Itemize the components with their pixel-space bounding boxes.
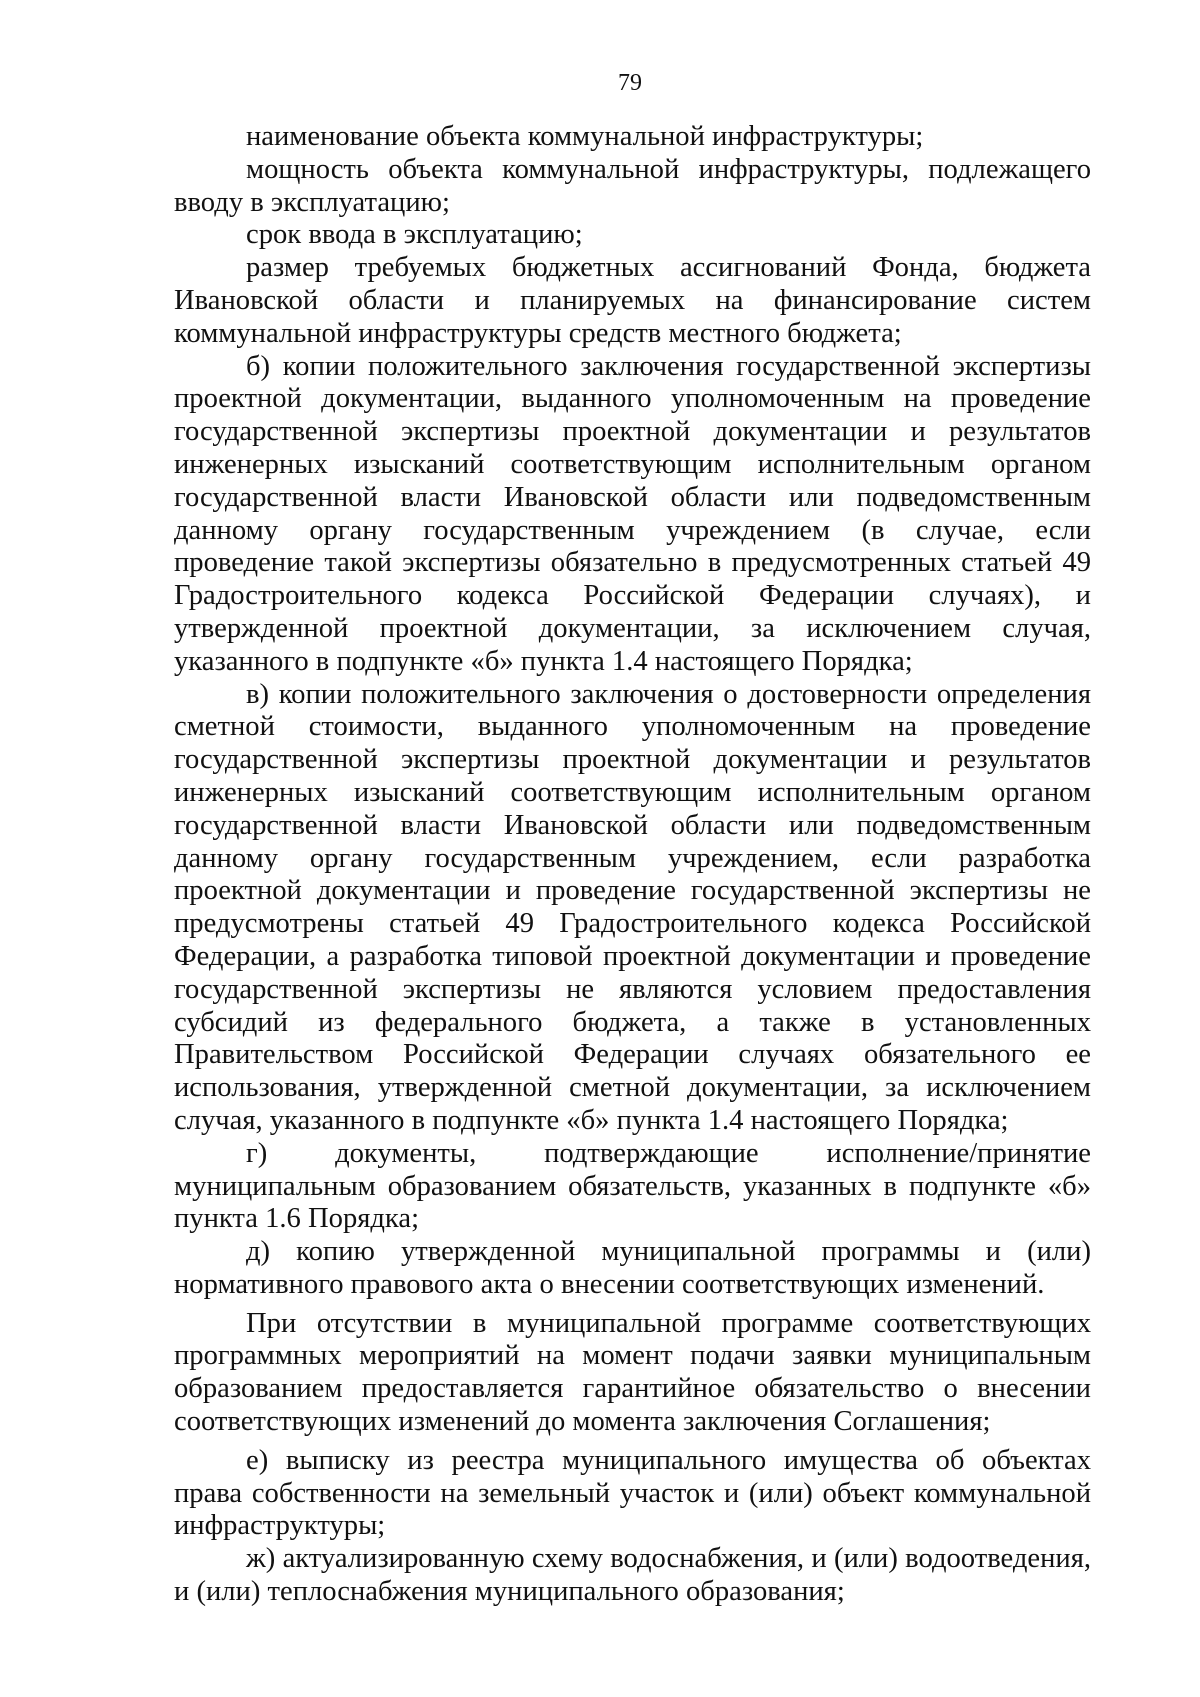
paragraph-object-capacity: мощность объекта коммунальной инфраструктуры, подлежащего вводу в эксплуатацию;	[174, 153, 1091, 218]
document-body	[174, 121, 1091, 1609]
paragraph-item-d: д) копию утвержденной муниципальной программы и (или) нормативного правового акта о внесении соответствующих изменений.	[174, 1236, 1091, 1300]
paragraph-budget-allocations: размер требуемых бюджетных ассигнований Фонда, бюджета Ивановской области и планируемых на финансирование систем коммунальной инфраструктуры средств местного бюджета;	[174, 252, 1091, 349]
paragraph-commissioning-date: срок ввода в эксплуатацию;	[246, 219, 583, 251]
paragraph-guarantee-obligation: При отсутствии в муниципальной программе соответствующих программных мероприятий на момент подачи заявки муниципальным образованием предоставляется гарантийное обязательство о внесении соответствующих изменений до момента заключения Соглашения;	[174, 1307, 1091, 1438]
paragraph-item-v: в) копии положительного заключения о достоверности определения сметной стоимости, выданного уполномоченным на проведение государственной экспертизы проектной документации и результатов инженерных изысканий соответствующим исполнительным органом государственной власти Ивановской области или подведомственным данному органу государственным учреждением, если разработка проектной документации и проведение государственной экспертизы не предусмотрены статьей 49 Градостроительного кодекса Российской Федерации, а разработка типовой проектной документации и проведение государственной экспертизы не являются условием предоставления субсидий из федерального бюджета, а также в установленных Правительством Российской Федерации случаях обязательного ее использования, утвержденной сметной документации, за исключением случая, указанного в подпункте «б» пункта 1.4 настоящего Порядка;	[174, 678, 1091, 1136]
paragraph-item-e: е) выписку из реестра муниципального имущества об объектах права собственности на земельный участок и (или) объект коммунальной инфраструктуры;	[174, 1444, 1091, 1542]
paragraph-item-g: г) документы, подтверждающие исполнение/принятие муниципальным образованием обязательств, указанных в подпункте «б» пункта 1.6 Порядка;	[174, 1137, 1091, 1235]
paragraph-item-b: б) копии положительного заключения государственной экспертизы проектной документации, выданного уполномоченным на проведение государственной экспертизы проектной документации и результатов инженерных изысканий соответствующим исполнительным органом государственной власти Ивановской области или подведомственным данному органу государственным учреждением (в случае, если проведение такой экспертизы обязательно в предусмотренных статьей 49 Градостроительного кодекса Российской Федерации случаях), и утвержденной проектной документации, за исключением случая, указанного в подпункте «б» пункта 1.4 настоящего Порядка;	[174, 350, 1091, 677]
paragraph-item-zh: ж) актуализированную схему водоснабжения, и (или) водоотведения, и (или) теплоснабжения муниципального образования;	[174, 1543, 1091, 1608]
paragraph-object-name: наименование объекта коммунальной инфраструктуры;	[246, 121, 924, 152]
page-number: 79	[618, 70, 642, 96]
